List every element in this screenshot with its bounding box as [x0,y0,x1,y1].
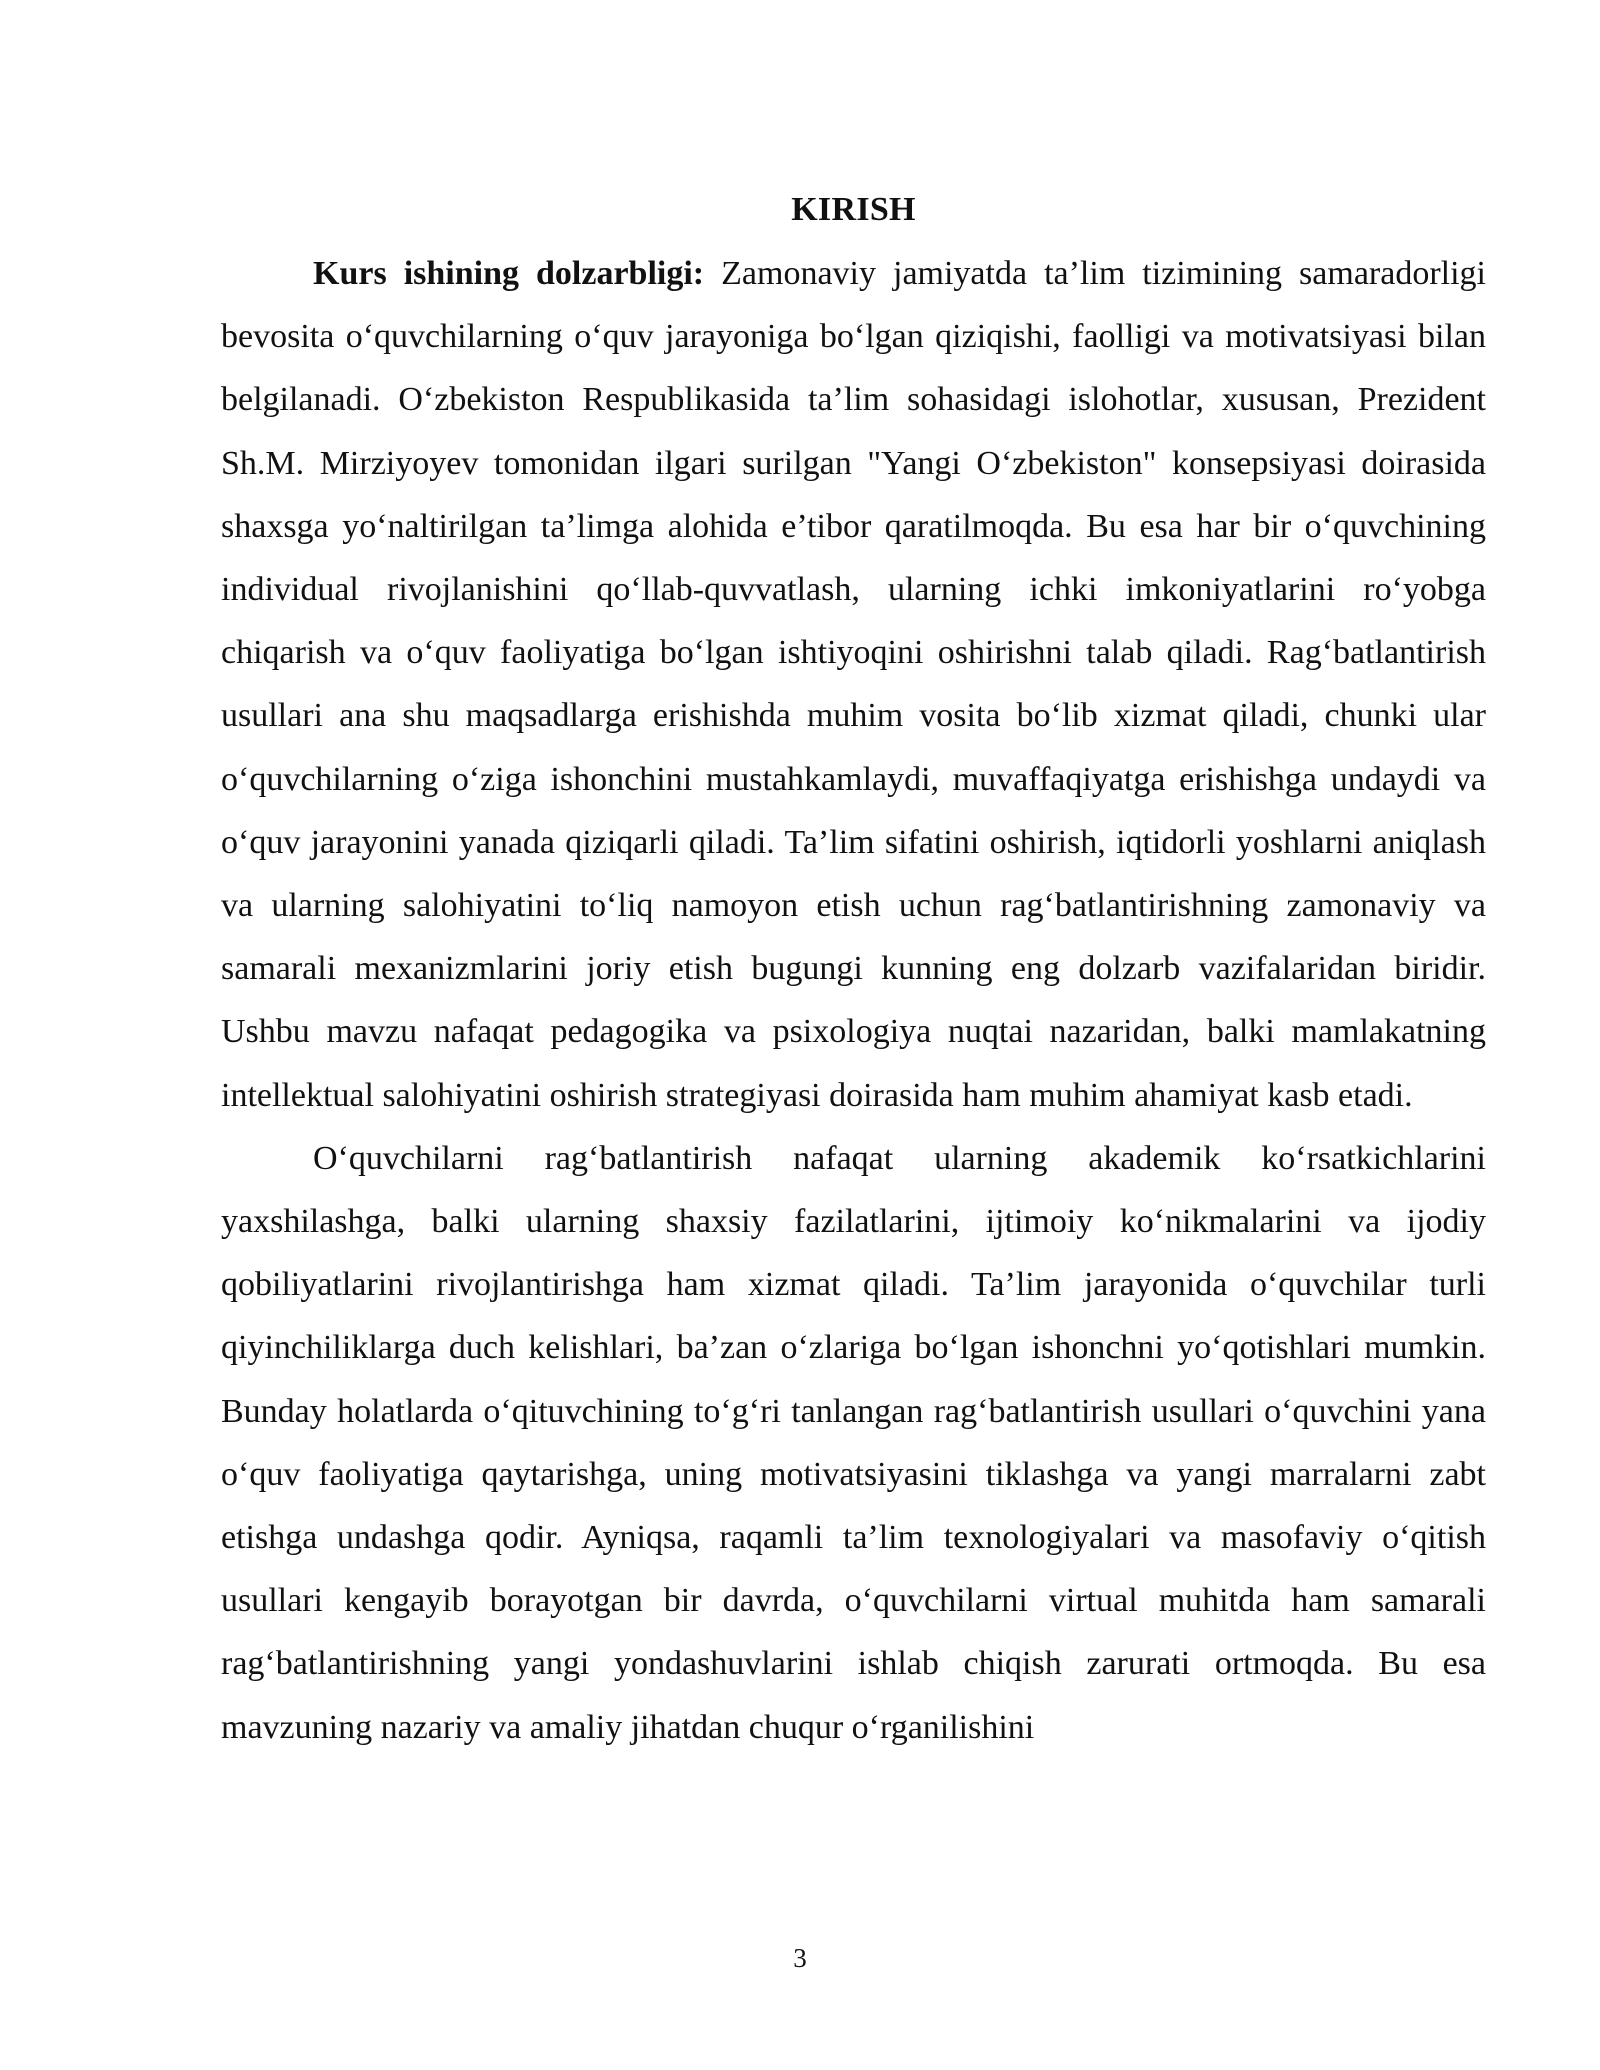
paragraph-relevance [221,242,1486,1127]
page-number: 3 [793,1943,807,1973]
paragraph-motivation [221,1127,1486,1759]
section-heading: KIRISH [791,191,916,228]
paragraph-body: Zamonaviy jamiyatda ta’lim tizimining samaradorligi bevosita o‘quvchilarning o‘quv jarayoniga bo‘lgan qiziqishi, faolligi va motivatsiyasi bilan belgilanadi. O‘zbekiston Respublikasida ta’lim sohasidagi islohotlar, xususan, Prezident Sh.M. Mirziyoyev tomonidan ilgari surilgan "Yangi O‘zbekiston" konsepsiyasi doirasida shaxsga yo‘naltirilgan ta’limga alohida e’tibor qaratilmoqda. Bu esa har bir o‘quvchining individual rivojlanishini qo‘llab-quvvatlash, ularning ichki imkoniyatlarini ro‘yobga chiqarish va o‘quv faoliyatiga bo‘lgan ishtiyoqini oshirishni talab qiladi. Rag‘batlantirish usullari ana shu maqsadlarga erishishda muhim vosita bo‘lib xizmat qiladi, chunki ular o‘quvchilarning o‘ziga ishonchini mustahkamlaydi, muvaffaqiyatga erishishga undaydi va o‘quv jarayonini yanada qiziqarli qiladi. Ta’lim sifatini oshirish, iqtidorli yoshlarni aniqlash va ularning salohiyatini to‘liq namoyon etish uchun rag‘batlantirishning zamonaviy va samarali mexanizmlarini joriy etish bugungi kunning eng dolzarb vazifalaridan biridir. Ushbu mavzu nafaqat pedagogika va psixologiya nuqtai nazaridan, balki mamlakatning intellektual salohiyatini oshirish strategiyasi doirasida ham muhim ahamiyat kasb etadi. [221,255,1486,1114]
paragraph-lead-label: Kurs ishining dolzarbligi: [313,255,705,292]
page-content [221,178,1486,1759]
paragraph-body: O‘quvchilarni rag‘batlantirish nafaqat ularning akademik ko‘rsatkichlarini yaxshilashga, balki ularning shaxsiy fazilatlarini, ijtimoiy ko‘nikmalarini va ijodiy qobiliyatlarini rivojlantirishga ham xizmat qiladi. Ta’lim jarayonida o‘quvchilar turli qiyinchiliklarga duch kelishlari, ba’zan o‘zlariga bo‘lgan ishonchni yo‘qotishlari mumkin. Bunday holatlarda o‘qituvchining to‘g‘ri tanlangan rag‘batlantirish usullari o‘quvchini yana o‘quv faoliyatiga qaytarishga, uning motivatsiyasini tiklashga va yangi marralarni zabt etishga undashga qodir. Ayniqsa, raqamli ta’lim texnologiyalari va masofaviy o‘qitish usullari kengayib borayotgan bir davrda, o‘quvchilarni virtual muhitda ham samarali rag‘batlantirishning yangi yondashuvlarini ishlab chiqish zarurati ortmoqda. Bu esa mavzuning nazariy va amaliy jihatdan chuqur o‘rganilishini [221,1139,1486,1746]
